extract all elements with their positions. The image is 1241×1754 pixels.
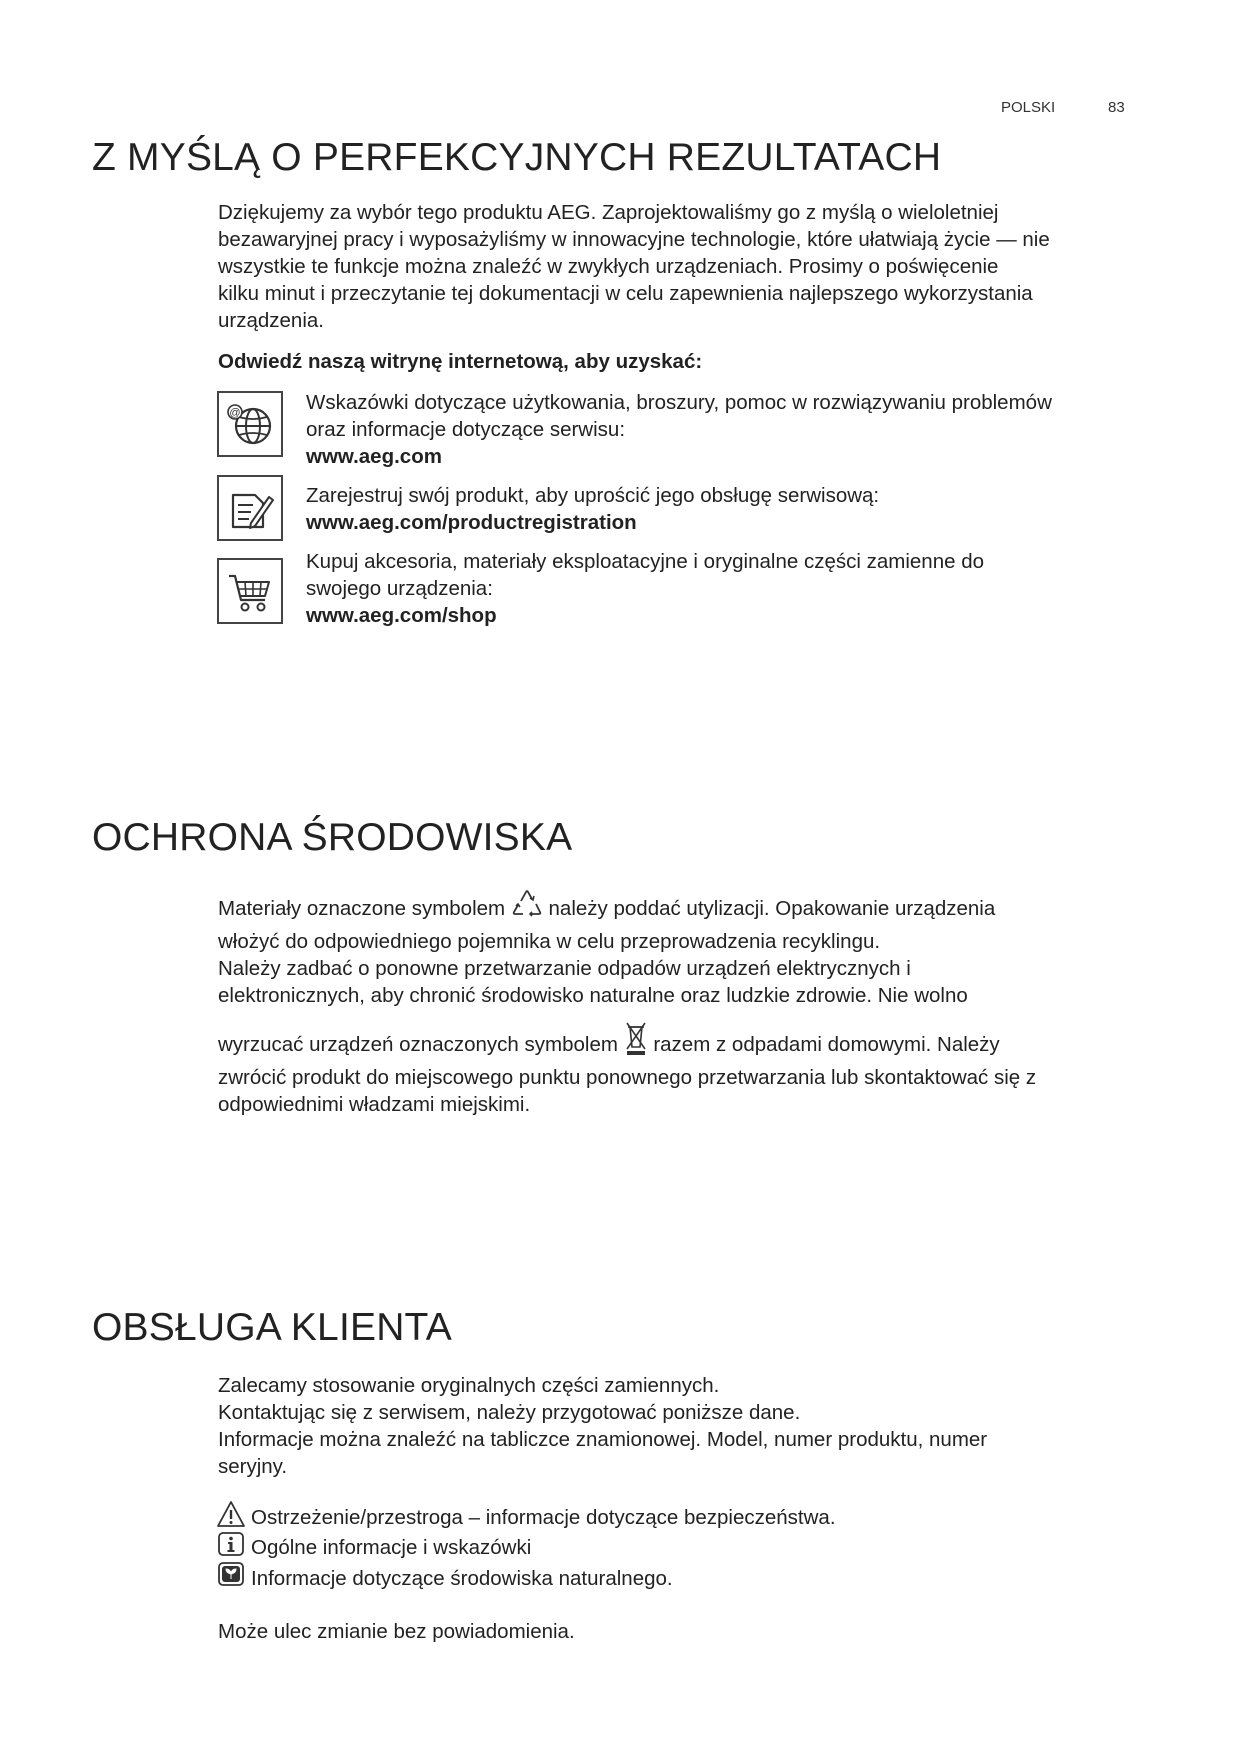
environment-paragraph (218, 887, 1036, 1118)
link-aeg-com[interactable]: www.aeg.com (306, 445, 442, 468)
link-product-registration[interactable]: www.aeg.com/productregistration (306, 511, 637, 534)
environment-line: odpowiednimi władzami miejskimi. (218, 1093, 531, 1116)
environment-line: zwrócić produkt do miejscowego punktu ponownego przetwarzania lub skontaktować się z (218, 1066, 1037, 1089)
globe-web-icon (217, 391, 283, 457)
environment-text: wyrzucać urządzeń oznaczonych symbolem (218, 1033, 618, 1056)
info-item-registration (306, 482, 879, 536)
info-icon (217, 1530, 245, 1558)
svg-text:@: @ (229, 407, 241, 419)
item-text: Kupuj akcesoria, materiały eksploatacyjne i oryginalne części zamienne do (306, 550, 984, 573)
legend-warning-text: Ostrzeżenie/przestroga – informacje dotyczące bezpieczeństwa. (251, 1506, 836, 1529)
section-title-environment: OCHRONA ŚRODOWISKA (92, 816, 573, 859)
environment-text: razem z odpadami domowymi. Należy (653, 1033, 1000, 1056)
intro-line: kilku minut i przeczytanie tej dokumentacji w celu zapewnienia najlepszego wykorzystania (218, 282, 1033, 305)
link-aeg-shop[interactable]: www.aeg.com/shop (306, 604, 497, 627)
visit-heading: Odwiedź naszą witrynę internetową, aby uzyskać: (218, 350, 703, 373)
intro-line: wszystkie te funkcje można znaleźć w zwykłych urządzeniach. Prosimy o poświęcenie (218, 255, 999, 278)
shopping-cart-icon (217, 558, 283, 624)
warning-triangle-icon (217, 1500, 245, 1528)
legend-info-text: Ogólne informacje i wskazówki (251, 1536, 532, 1559)
recycle-icon (511, 887, 543, 928)
intro-line: bezawaryjnej pracy i wyposażyliśmy w innowacyjne technologie, które ułatwiają życie — nie (218, 228, 1050, 251)
crossed-bin-icon (624, 1021, 648, 1064)
info-item-web (306, 389, 1052, 470)
environment-line (218, 1021, 1036, 1064)
item-text: Zarejestruj swój produkt, aby uprościć jego obsługę serwisową: (306, 484, 880, 507)
section-title-customer-service: OBSŁUGA KLIENTA (92, 1306, 452, 1349)
page-number: 83 (1108, 99, 1125, 116)
service-paragraph (218, 1372, 987, 1480)
environment-text: Materiały oznaczone symbolem (218, 897, 506, 920)
item-text: Wskazówki dotyczące użytkowania, broszury, pomoc w rozwiązywaniu problemów (306, 391, 1052, 414)
environment-text: należy poddać utylizacji. Opakowanie urządzenia (548, 897, 996, 920)
header-language: POLSKI (1001, 99, 1056, 116)
registration-form-icon (217, 475, 283, 541)
intro-line: urządzenia. (218, 309, 324, 332)
environment-line: Należy zadbać o ponowne przetwarzanie odpadów urządzeń elektrycznych i (218, 957, 911, 980)
service-line: Zalecamy stosowanie oryginalnych części zamiennych. (218, 1374, 720, 1397)
section-title-perfect-results: Z MYŚLĄ O PERFEKCYJNYCH REZULTATACH (92, 136, 942, 179)
item-text: swojego urządzenia: (306, 577, 493, 600)
service-line: Kontaktując się z serwisem, należy przygotować poniższe dane. (218, 1401, 801, 1424)
environment-line (218, 887, 1036, 928)
environment-icon (217, 1560, 245, 1588)
environment-line: włożyć do odpowiedniego pojemnika w celu przeprowadzenia recyklingu. (218, 930, 881, 953)
service-line: Informacje można znaleźć na tabliczce znamionowej. Model, numer produktu, numer (218, 1428, 988, 1451)
footer-note: Może ulec zmianie bez powiadomienia. (218, 1620, 575, 1643)
legend-environment-text: Informacje dotyczące środowiska naturalnego. (251, 1567, 673, 1590)
intro-paragraph (218, 199, 1050, 334)
service-line: seryjny. (218, 1455, 288, 1478)
environment-line: elektronicznych, aby chronić środowisko naturalne oraz ludzkie zdrowie. Nie wolno (218, 984, 968, 1007)
intro-line: Dziękujemy za wybór tego produktu AEG. Zaprojektowaliśmy go z myślą o wieloletniej (218, 201, 999, 224)
info-item-shop (306, 548, 984, 629)
item-text: oraz informacje dotyczące serwisu: (306, 418, 626, 441)
